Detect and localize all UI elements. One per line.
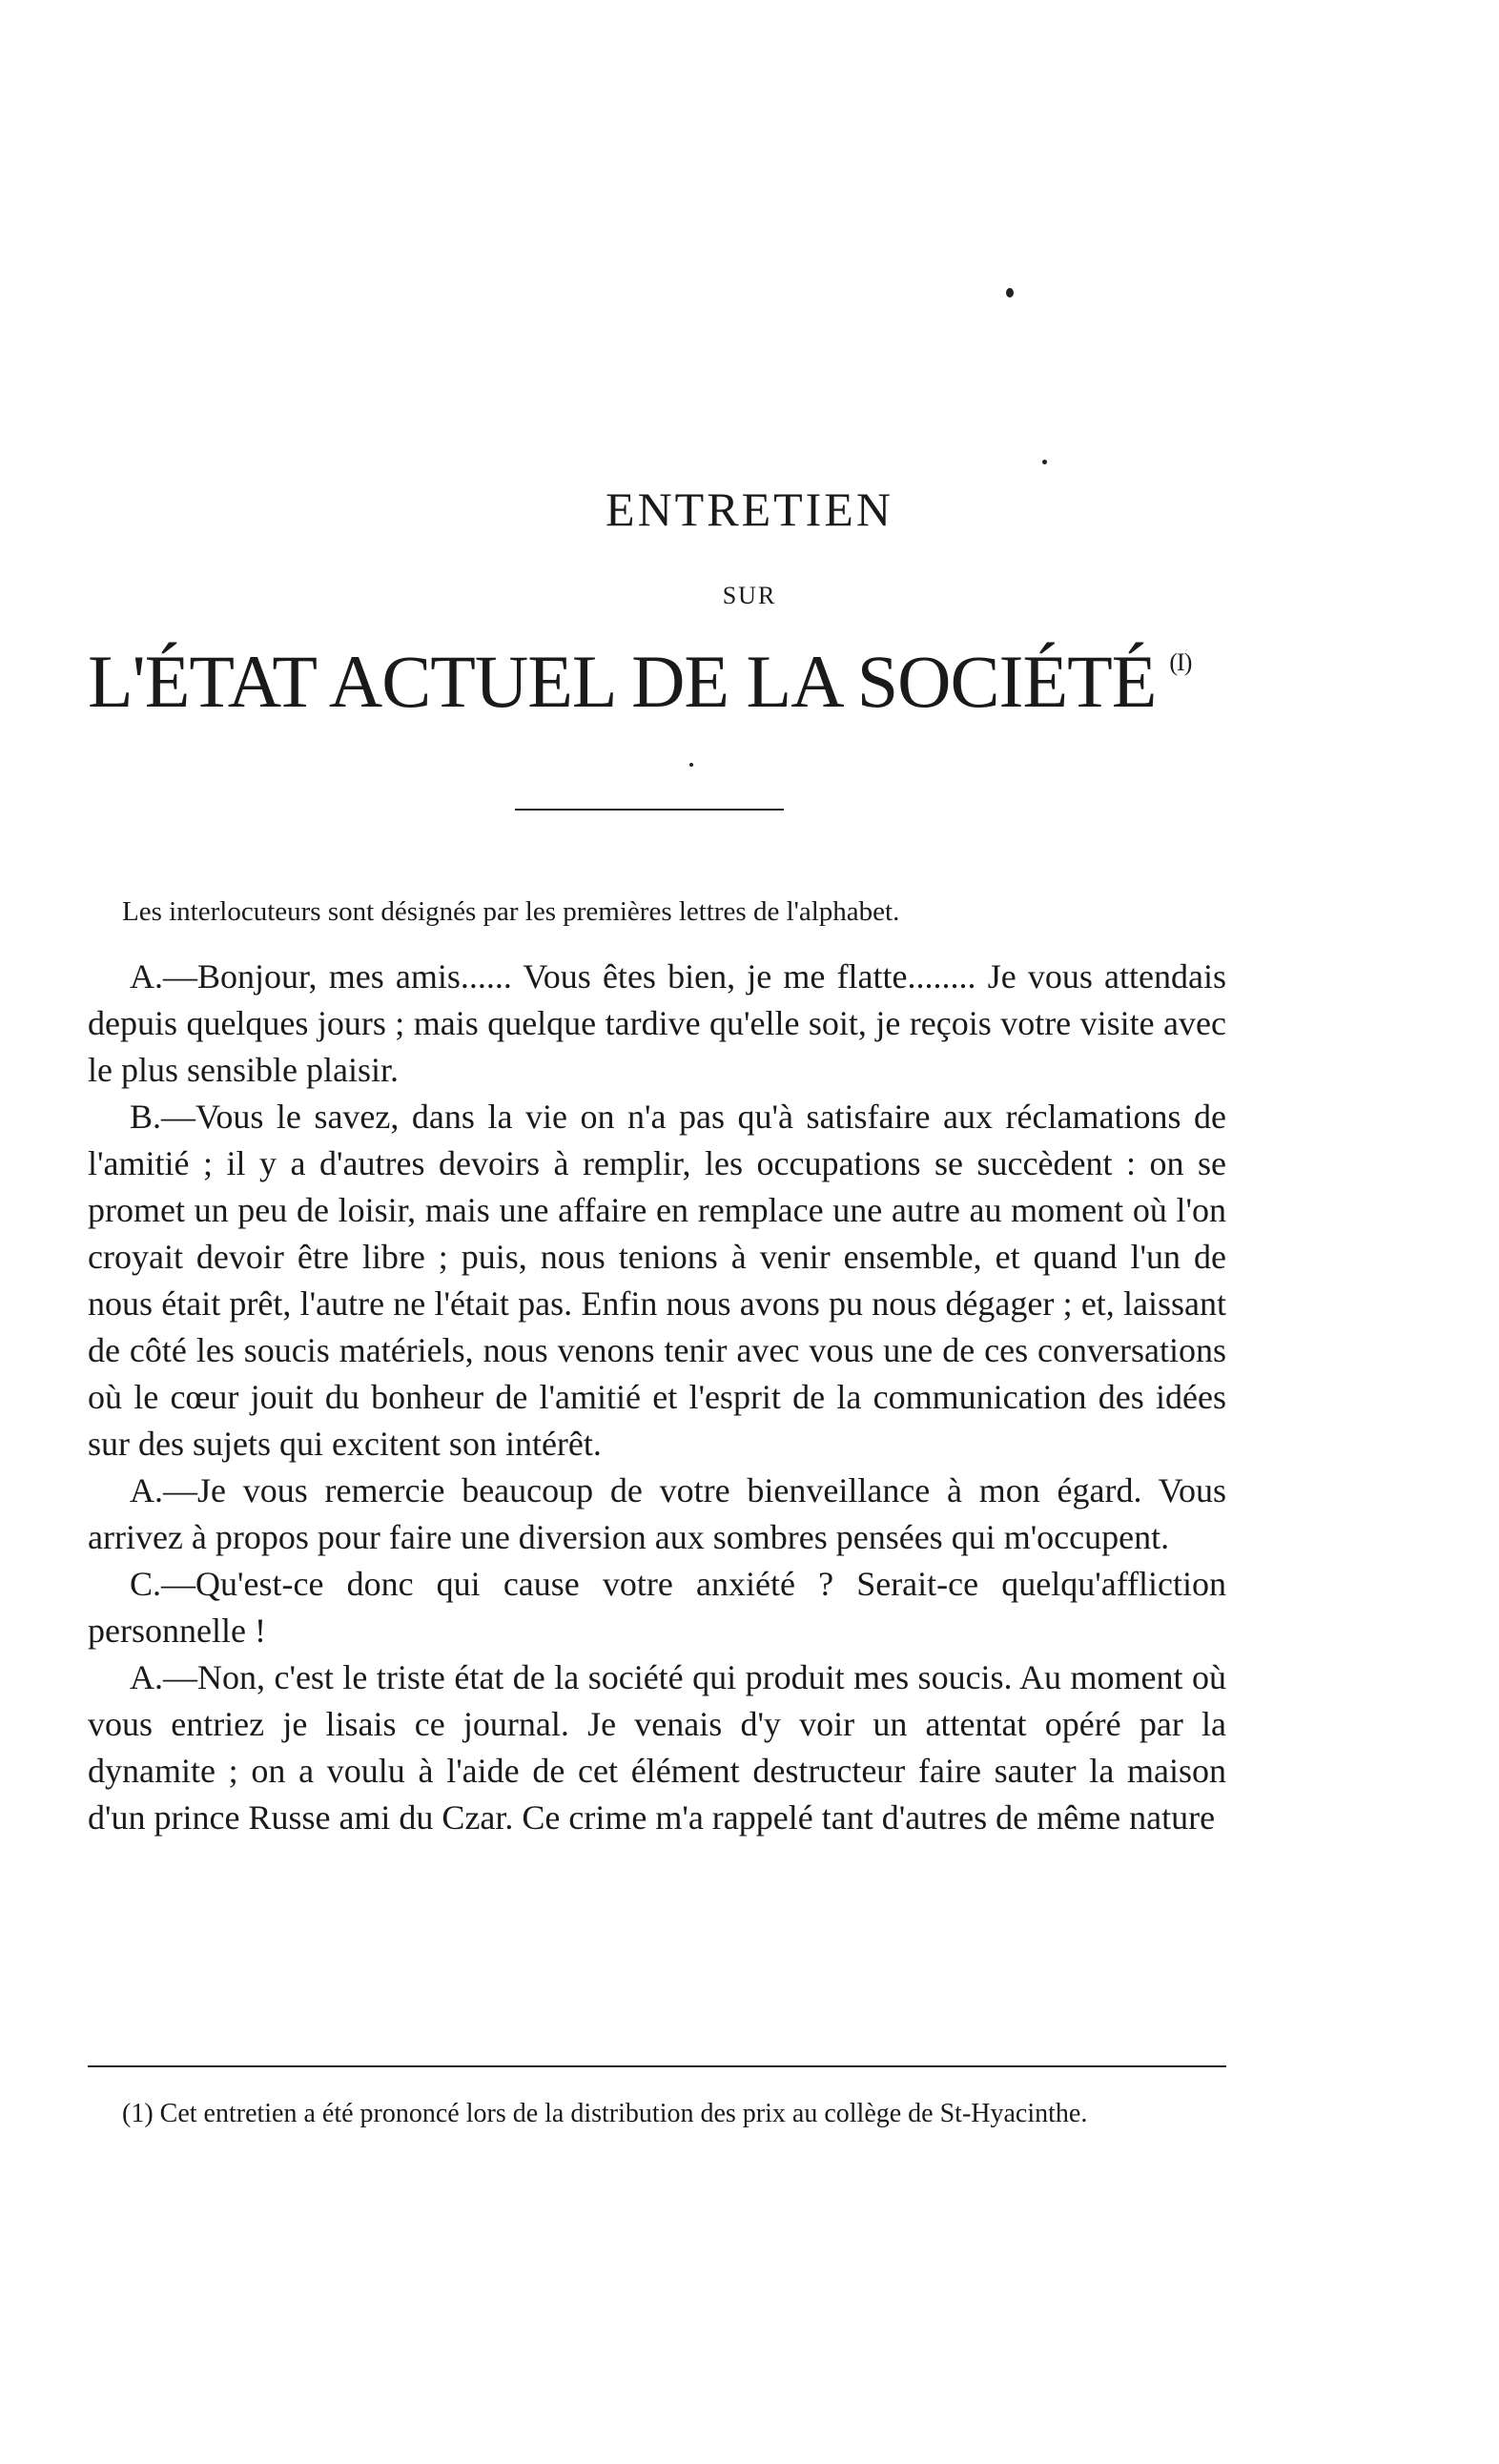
paragraph-text: Bonjour, mes amis...... Vous êtes bien, je me flatte........ Je vous attendais depuis quelques jours ; mais quelque tardive qu'elle soit, je reçois votre visite avec le plus sensible plaisir.	[88, 957, 1226, 1089]
dialogue-paragraph	[88, 1468, 1226, 1561]
dialogue-paragraph	[88, 1094, 1226, 1468]
page-title: ENTRETIEN	[606, 483, 893, 536]
speaker-label: A.—	[130, 1471, 197, 1509]
speaker-label: A.—	[130, 957, 197, 996]
dialogue-body	[88, 954, 1226, 1841]
intro-line: Les interlocuteurs sont désignés par les premières lettres de l'alphabet.	[122, 896, 900, 927]
main-title	[88, 639, 1232, 725]
paragraph-text: Je vous remercie beaucoup de votre bienveillance à mon égard. Vous arrivez à propos pour faire une diversion aux sombres pensées qui m'occupent.	[88, 1471, 1226, 1556]
footnote: (1) Cet entretien a été prononcé lors de la distribution des prix au collège de St-Hyacinthe.	[122, 2099, 1088, 2128]
paragraph-text: Qu'est-ce donc qui cause votre anxiété ? Serait-ce quelqu'affliction personnelle !	[88, 1565, 1226, 1650]
dialogue-paragraph	[88, 1561, 1226, 1654]
ink-speck	[1006, 288, 1014, 298]
ink-speck	[689, 763, 693, 767]
dialogue-paragraph	[88, 1654, 1226, 1841]
title-divider	[515, 809, 784, 811]
footnote-rule	[88, 2065, 1226, 2067]
speaker-label: C.—	[130, 1565, 196, 1603]
dialogue-paragraph	[88, 954, 1226, 1094]
paragraph-text: Non, c'est le triste état de la société qui produit mes soucis. Au moment où vous entriez je lisais ce journal. Je venais d'y voir un attentat opéré par la dynamite ; on a voulu à l'aide de cet élément destructeur faire sauter la maison d'un prince Russe ami du Czar. Ce crime m'a rappelé tant d'autres de même nature	[88, 1658, 1226, 1837]
title-footnote-marker: (I)	[1169, 648, 1192, 676]
ink-speck	[1042, 460, 1047, 464]
title-connector: SUR	[722, 582, 777, 609]
paragraph-text: Vous le savez, dans la vie on n'a pas qu'à satisfaire aux réclamations de l'amitié ; il y a d'autres devoirs à remplir, les occupations se succèdent : on se promet un peu de loisir, mais une affaire en remplace une autre au moment où l'on croyait devoir être libre ; puis, nous tenions à venir ensemble, et quand l'un de nous était prêt, l'autre ne l'était pas. Enfin nous avons pu nous dégager ; et, laissant de côté les soucis matériels, nous venons tenir avec vous une de ces conversations où le cœur jouit du bonheur de l'amitié et l'esprit de la communication des idées sur des sujets qui excitent son intérêt.	[88, 1098, 1226, 1463]
speaker-label: B.—	[130, 1098, 196, 1136]
speaker-label: A.—	[130, 1658, 197, 1696]
main-title-text: L'ÉTAT ACTUEL DE LA SOCIÉTÉ	[88, 640, 1157, 723]
